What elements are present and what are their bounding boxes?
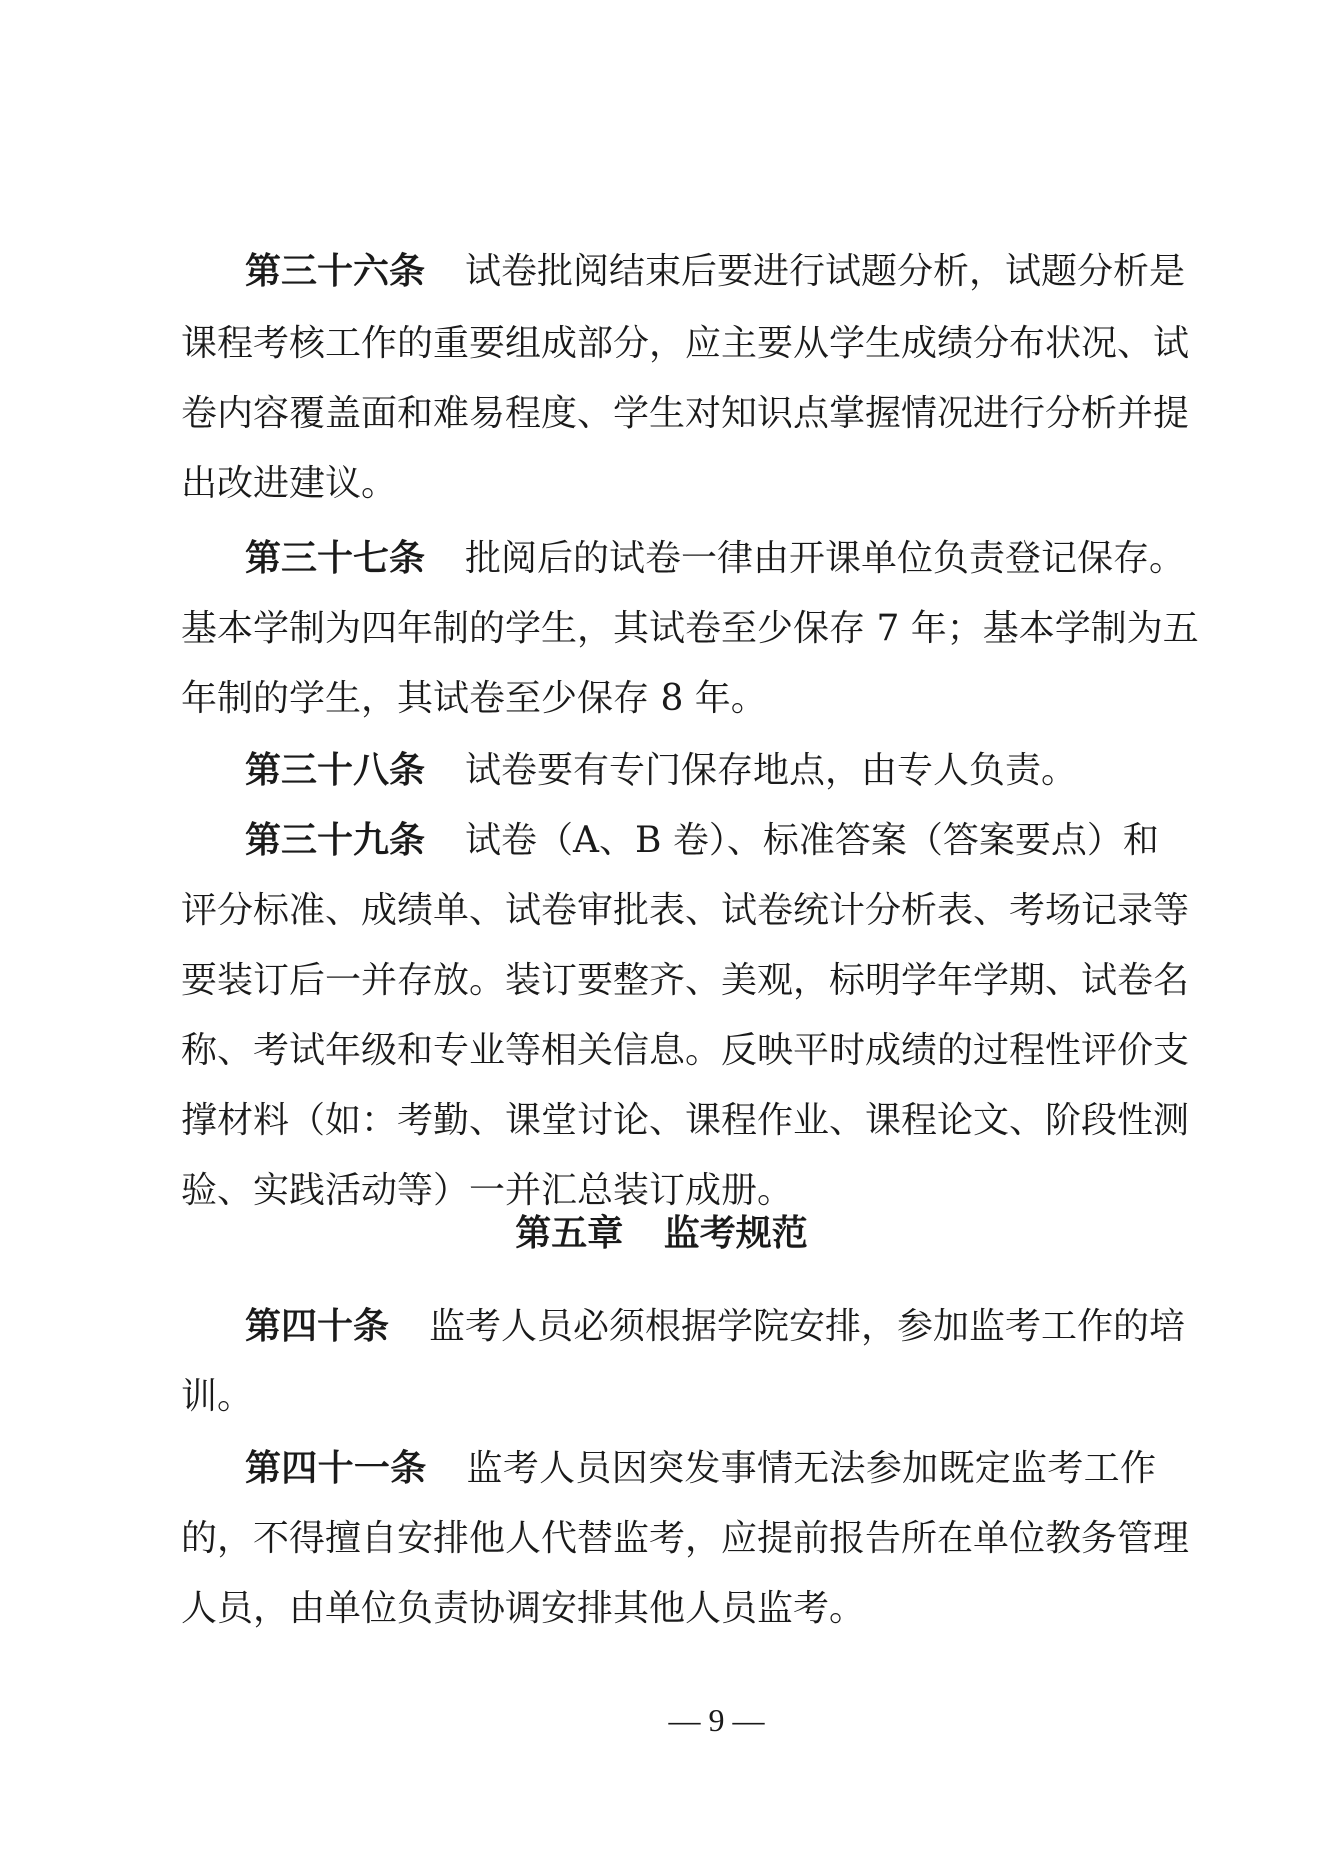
- article-36-line-4: 出改进建议。: [181, 463, 398, 504]
- article-40-heading: 第四十条: [245, 1306, 390, 1347]
- article-37-line-2: 基本学制为四年制的学生，其试卷至少保存 7 年；基本学制为五: [181, 608, 1199, 649]
- article-40-line-2: 训。: [181, 1376, 254, 1417]
- article-38-line-1: [245, 742, 1156, 800]
- chapter-title: 第五章 监考规范: [515, 1213, 808, 1254]
- article-39-line-2: 评分标准、成绩单、试卷审批表、试卷统计分析表、考场记录等: [181, 890, 1190, 931]
- article-39-line-1: [245, 812, 1159, 870]
- article-40-text-1: 监考人员必须根据学院安排，参加监考工作的培: [429, 1306, 1186, 1347]
- article-36-heading: 第三十六条: [245, 251, 426, 292]
- article-37-line-1: [245, 530, 1186, 588]
- article-39-line-3: 要装订后一并存放。装订要整齐、美观，标明学年学期、试卷名: [181, 960, 1190, 1001]
- article-41-heading: 第四十一条: [245, 1448, 427, 1489]
- article-41-line-3: 人员，由单位负责协调安排其他人员监考。: [181, 1588, 866, 1629]
- article-41-line-2: 的，不得擅自安排他人代替监考，应提前报告所在单位教务管理: [181, 1518, 1190, 1559]
- article-39-text-1: 试卷（A、B 卷）、标准答案（答案要点）和: [465, 820, 1159, 861]
- article-39-line-4: 称、考试年级和专业等相关信息。反映平时成绩的过程性评价支: [181, 1030, 1190, 1071]
- article-36-line-3: 卷内容覆盖面和难易程度、学生对知识点掌握情况进行分析并提: [181, 393, 1190, 434]
- article-41-text-1: 监考人员因突发事情无法参加既定监考工作: [466, 1448, 1156, 1489]
- article-39-line-6: 验、实践活动等）一并汇总装订成册。: [181, 1170, 794, 1211]
- article-37-text-1: 批阅后的试卷一律由开课单位负责登记保存。: [465, 538, 1186, 579]
- article-39-line-5: 撑材料（如：考勤、课堂讨论、课程作业、课程论文、阶段性测: [181, 1100, 1190, 1141]
- page-number: — 9 —: [668, 1702, 765, 1738]
- article-36-line-2: 课程考核工作的重要组成部分，应主要从学生成绩分布状况、试: [181, 323, 1190, 364]
- article-39-heading: 第三十九条: [245, 820, 426, 861]
- article-38-heading: 第三十八条: [245, 750, 426, 791]
- article-38-text-1: 试卷要有专门保存地点，由专人负责。: [465, 750, 1078, 791]
- article-36-text-1: 试卷批阅结束后要进行试题分析，试题分析是: [465, 251, 1186, 292]
- article-41-line-1: [245, 1440, 1156, 1498]
- article-37-heading: 第三十七条: [245, 538, 426, 579]
- article-37-line-3: 年制的学生，其试卷至少保存 8 年。: [181, 678, 767, 719]
- article-36-line-1: [245, 243, 1186, 301]
- article-40-line-1: [245, 1298, 1186, 1356]
